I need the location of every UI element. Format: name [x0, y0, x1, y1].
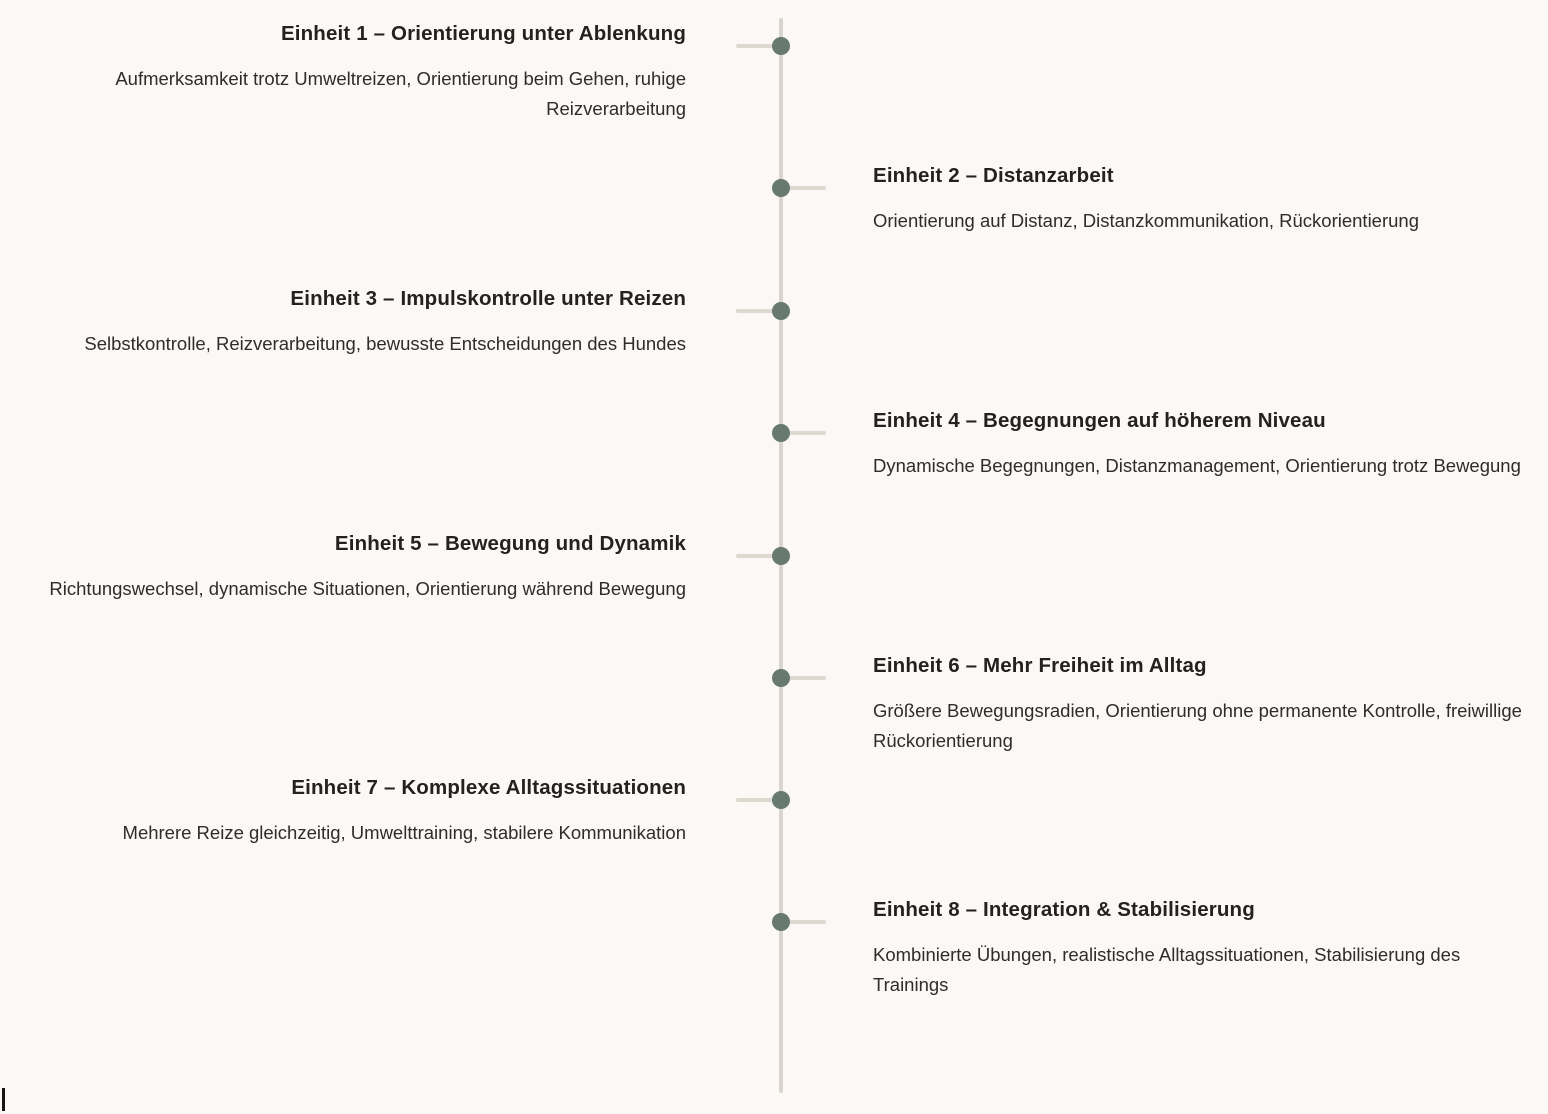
timeline-entry-content-8: [873, 896, 1533, 1000]
timeline-entry-content-6: [873, 652, 1533, 756]
timeline-connector-2: [788, 186, 826, 190]
timeline-entry-title-3: Einheit 3 – Impulskontrolle unter Reizen: [290, 287, 686, 310]
timeline-marker-dot-5[interactable]: [772, 547, 790, 565]
timeline-entry-title-1: Einheit 1 – Orientierung unter Ablenkung: [280, 22, 686, 45]
timeline-entry-description-1: Aufmerksamkeit trotz Umweltreizen, Orientierung beim Gehen, ruhige Reizverarbeitung: [115, 68, 686, 120]
timeline-connector-4: [788, 431, 826, 435]
timeline-marker-dot-6[interactable]: [772, 669, 790, 687]
timeline-entry-content-3: [0, 285, 686, 359]
timeline-entry-title-2: Einheit 2 – Distanzarbeit: [873, 164, 1114, 187]
timeline-entry-description-6: Größere Bewegungsradien, Orientierung ohne permanente Kontrolle, freiwillige Rückorientierung: [873, 700, 1522, 752]
timeline-marker-dot-7[interactable]: [772, 791, 790, 809]
timeline-connector-7: [736, 798, 774, 802]
timeline-entry-content-5: [0, 530, 686, 604]
timeline-marker-dot-4[interactable]: [772, 424, 790, 442]
timeline-entry-title-7: Einheit 7 – Komplexe Alltagssituationen: [291, 776, 686, 799]
timeline-entry-description-7: Mehrere Reize gleichzeitig, Umwelttraining, stabilere Kommunikation: [122, 822, 686, 844]
timeline-entry-title-6: Einheit 6 – Mehr Freiheit im Alltag: [873, 654, 1207, 677]
timeline-entry-description-2: Orientierung auf Distanz, Distanzkommunikation, Rückorientierung: [873, 210, 1420, 232]
timeline-marker-dot-2[interactable]: [772, 179, 790, 197]
timeline-entry-description-8: Kombinierte Übungen, realistische Alltagssituationen, Stabilisierung des Trainings: [873, 944, 1461, 996]
text-cursor-caret: [2, 1088, 5, 1111]
timeline-connector-8: [788, 920, 826, 924]
timeline-connector-5: [736, 554, 774, 558]
timeline-entry-title-8: Einheit 8 – Integration & Stabilisierung: [873, 898, 1255, 921]
timeline-entry-content-7: [0, 774, 686, 848]
timeline-connector-6: [788, 676, 826, 680]
timeline-connector-3: [736, 309, 774, 313]
timeline-entry-title-4: Einheit 4 – Begegnungen auf höherem Niveau: [873, 409, 1326, 432]
timeline-entry-content-1: [0, 20, 686, 124]
timeline-entry-description-5: Richtungswechsel, dynamische Situationen, Orientierung während Bewegung: [49, 578, 686, 600]
timeline-entry-content-4: [873, 407, 1533, 481]
timeline-marker-dot-1[interactable]: [772, 37, 790, 55]
timeline-entry-content-2: [873, 162, 1533, 236]
timeline-entry-description-4: Dynamische Begegnungen, Distanzmanagement, Orientierung trotz Bewegung: [873, 455, 1521, 477]
timeline-entry-title-5: Einheit 5 – Bewegung und Dynamik: [334, 532, 686, 555]
timeline-connector-1: [736, 44, 774, 48]
timeline-marker-dot-8[interactable]: [772, 913, 790, 931]
timeline-marker-dot-3[interactable]: [772, 302, 790, 320]
timeline-entry-description-3: Selbstkontrolle, Reizverarbeitung, bewusste Entscheidungen des Hundes: [84, 333, 686, 355]
